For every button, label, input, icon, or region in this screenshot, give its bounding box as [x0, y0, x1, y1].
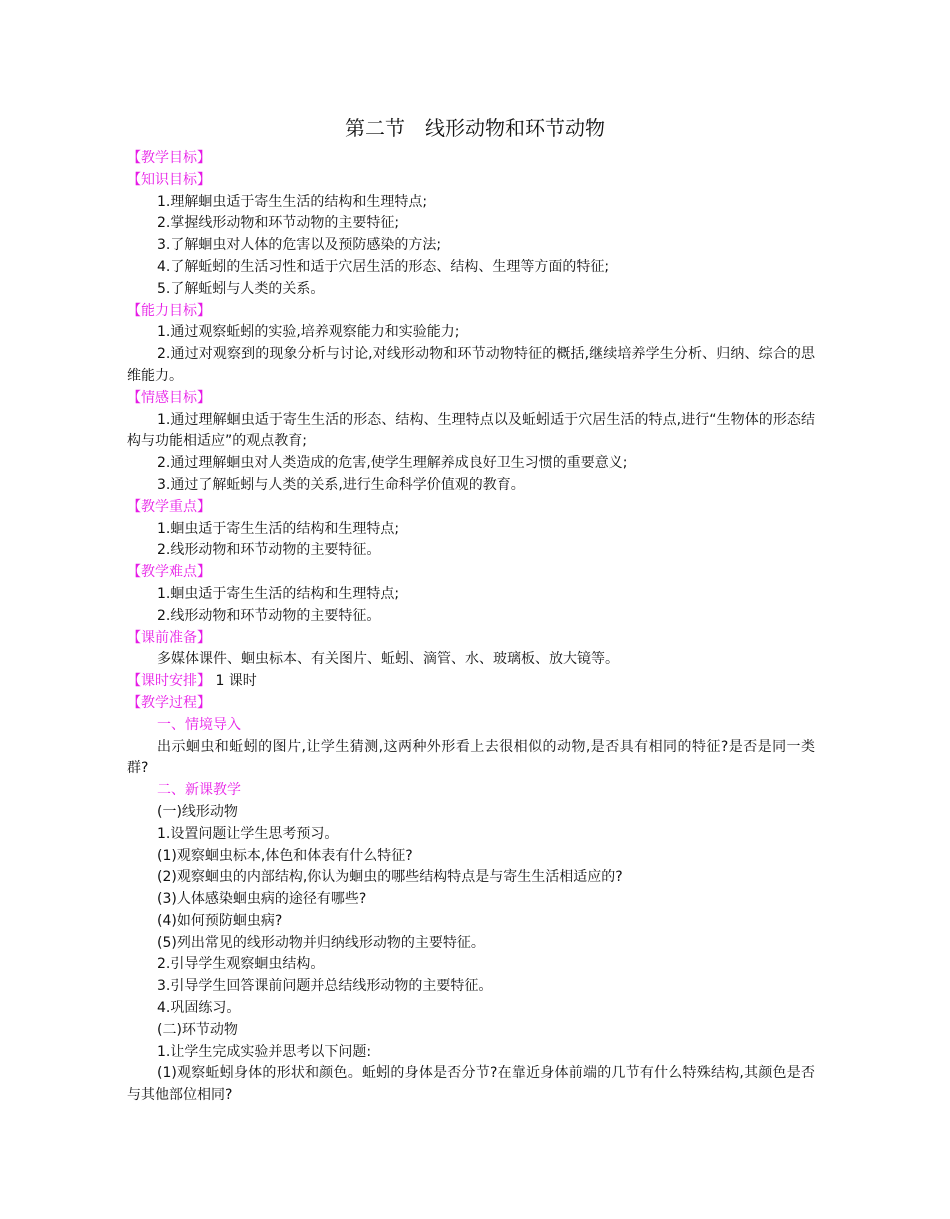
paragraph: 多媒体课件、蛔虫标本、有关图片、蚯蚓、滴管、水、玻璃板、放大镜等。	[157, 651, 619, 668]
paragraph: (2)观察蛔虫的内部结构,你认为蛔虫的哪些结构特点是与寄生生活相适应的?	[157, 869, 623, 886]
paragraph: 3.了解蛔虫对人体的危害以及预防感染的方法;	[157, 237, 442, 254]
paragraph: 2.通过对观察到的现象分析与讨论,对线形动物和环节动物特征的概括,继续培养学生分析、归纳、综合的思维能力。	[127, 346, 815, 384]
paragraph: 出示蛔虫和蚯蚓的图片,让学生猜测,这两种外形看上去很相似的动物,是否具有相同的特征?是否是同一类群?	[127, 738, 815, 777]
paragraph: 1.通过理解蛔虫适于寄生生活的形态、结构、生理特点以及蚯蚓适于穴居生活的特点,进行“生物体的形态结构与功能相适应”的观点教育;	[127, 411, 815, 450]
paragraph: 1.理解蛔虫适于寄生生活的结构和生理特点;	[157, 193, 428, 210]
paragraph: 1.蛔虫适于寄生生活的结构和生理特点;	[157, 520, 400, 537]
paragraph: (3)人体感染蛔虫病的途径有哪些?	[157, 891, 367, 908]
paragraph: 1.设置问题让学生思考预习。	[157, 825, 339, 842]
paragraph: 1.蛔虫适于寄生生活的结构和生理特点;	[157, 585, 400, 602]
section-heading: 【教学重点】	[127, 498, 211, 515]
paragraph: 2.引导学生观察蛔虫结构。	[157, 956, 325, 973]
paragraph: (5)列出常见的线形动物并归纳线形动物的主要特征。	[157, 934, 485, 951]
subsection-heading: 一、情境导入	[157, 716, 241, 733]
paragraph: (4)如何预防蛔虫病?	[157, 912, 283, 929]
section-heading: 【教学难点】	[127, 564, 211, 581]
paragraph: 1.让学生完成实验并思考以下问题:	[157, 1043, 372, 1060]
paragraph: (1)观察蛔虫标本,体色和体表有什么特征?	[157, 847, 413, 864]
paragraph: (1)观察蚯蚓身体的形状和颜色。蚯蚓的身体是否分节?在靠近身体前端的几节有什么特殊结构,其颜色是否与其他部位相同?	[127, 1065, 815, 1104]
paragraph: (一)线形动物	[157, 803, 238, 820]
paragraph: (二)环节动物	[157, 1021, 238, 1038]
section-heading: 【情感目标】	[127, 389, 211, 406]
section-heading-with-value	[127, 671, 815, 693]
section-value: 1 课时	[211, 673, 257, 690]
section-heading: 【能力目标】	[127, 302, 211, 319]
page-title: 第二节 线形动物和环节动物	[345, 116, 605, 140]
section-heading: 【课时安排】	[127, 673, 211, 690]
paragraph: 4.了解蚯蚓的生活习性和适于穴居生活的形态、结构、生理等方面的特征;	[157, 258, 610, 275]
subsection-heading: 二、新课教学	[157, 782, 241, 799]
section-heading: 【教学目标】	[127, 150, 211, 166]
paragraph: 5.了解蚯蚓与人类的关系。	[157, 280, 325, 297]
document-body	[127, 148, 815, 1107]
paragraph: 2.线形动物和环节动物的主要特征。	[157, 607, 381, 624]
section-heading: 【教学过程】	[127, 694, 211, 711]
paragraph: 3.引导学生回答课前问题并总结线形动物的主要特征。	[157, 978, 493, 995]
section-heading: 【课前准备】	[127, 629, 211, 646]
paragraph: 2.掌握线形动物和环节动物的主要特征;	[157, 215, 400, 232]
paragraph: 4.巩固练习。	[157, 1000, 241, 1017]
section-heading: 【知识目标】	[127, 171, 211, 188]
paragraph: 2.线形动物和环节动物的主要特征。	[157, 542, 381, 559]
paragraph: 1.通过观察蚯蚓的实验,培养观察能力和实验能力;	[157, 324, 460, 341]
paragraph: 2.通过理解蛔虫对人类造成的危害,使学生理解养成良好卫生习惯的重要意义;	[157, 455, 628, 472]
paragraph: 3.通过了解蚯蚓与人类的关系,进行生命科学价值观的教育。	[157, 476, 525, 493]
